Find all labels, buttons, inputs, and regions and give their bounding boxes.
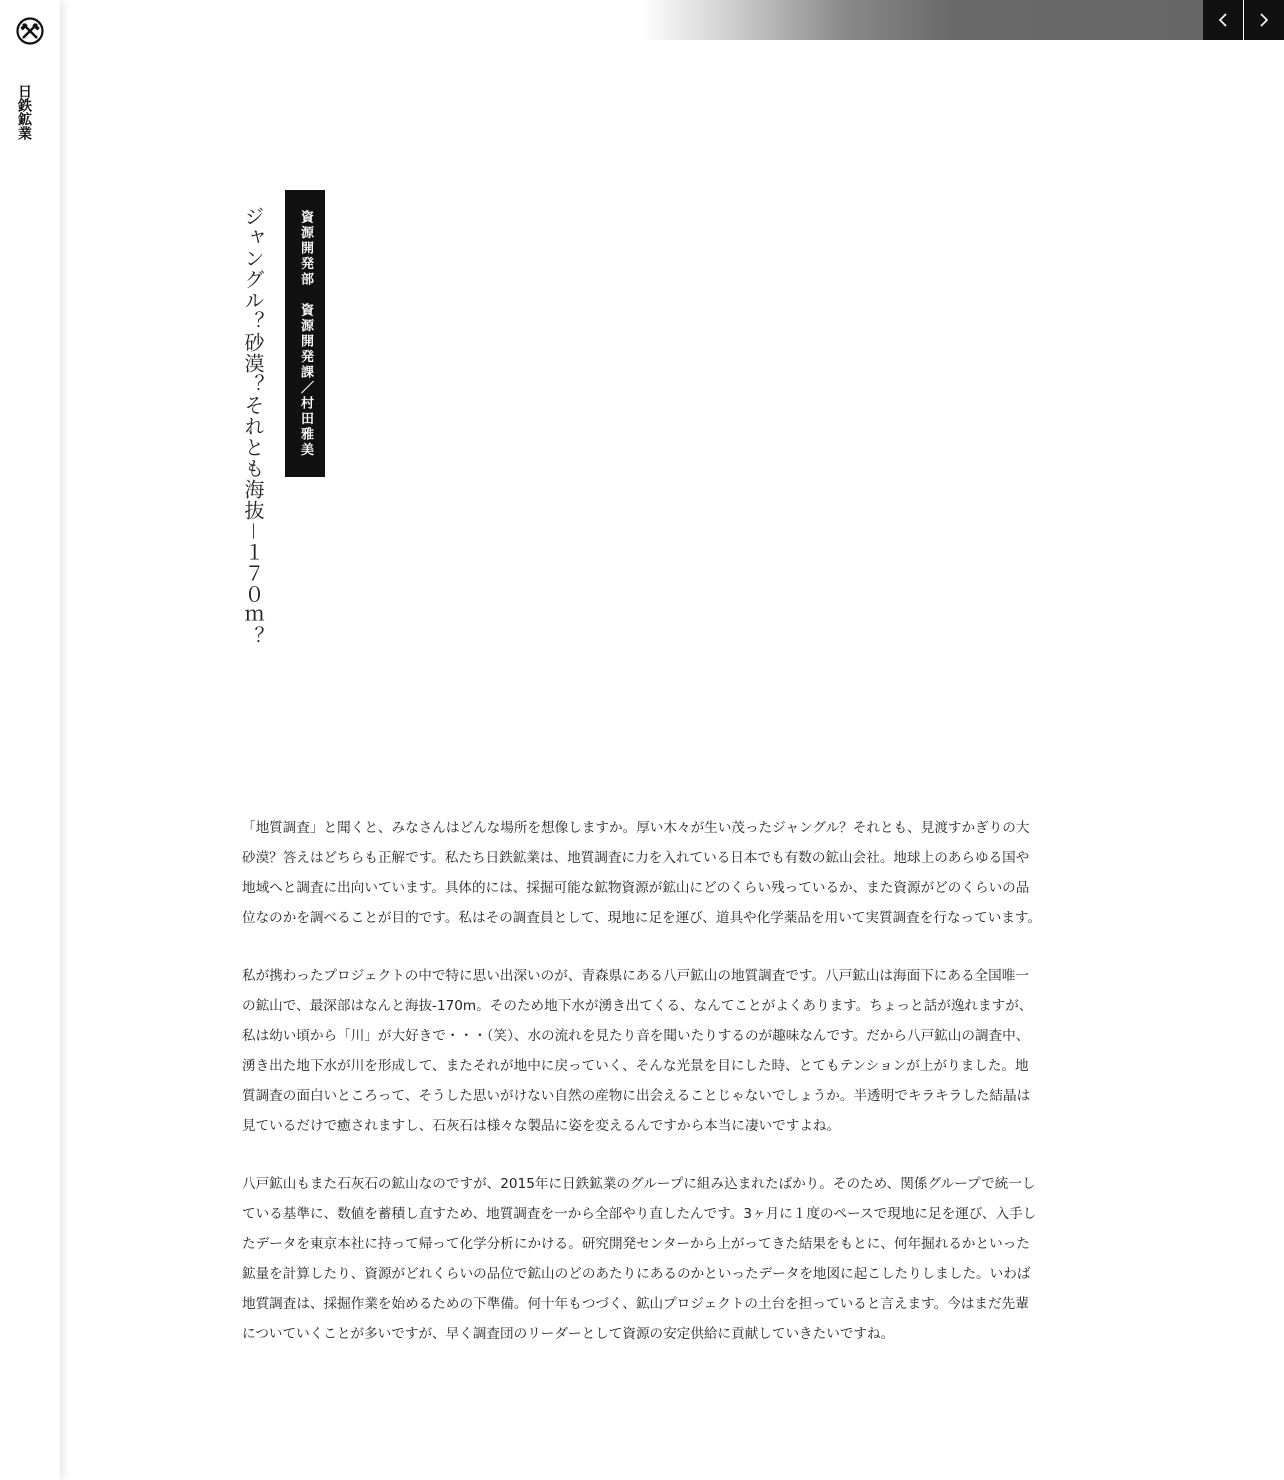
article-title: ジャングル？砂漠？それとも海抜－１７０ｍ？ [241,206,265,647]
top-gradient-bar [640,0,1204,40]
article-paragraph: 「地質調査」と聞くと、みなさんはどんな場所を想像しますか。厚い木々が生い茂ったジャングル？それとも、見渡すかぎりの大砂漠？答えはどちらも正解です。私たち日鉄鉱業は、地質調査に力を入れている日本でも有数の鉱山会社。地球上のあらゆる国や地域へと調査に出向いています。具体的には、採掘可能な鉱物資源が鉱山にどのくらい残っているか、また資源がどのくらいの品位なのかを調べることが目的です。私はその調査員として、現地に足を運び、道具や化学薬品を用いて実質調査を行なっています。 [242,820,1042,926]
chevron-right-icon [1256,12,1272,28]
sidebar [0,0,60,1480]
department-label [285,190,325,477]
article-body [242,813,1042,1377]
next-button[interactable] [1244,0,1284,40]
chevron-left-icon [1215,12,1231,28]
prev-button[interactable] [1203,0,1243,40]
department-text: 資源開発部 資源開発課／村田雅美 [298,210,313,458]
article-paragraph: 八戸鉱山もまた石灰石の鉱山なのですが、2015年に日鉄鉱業のグループに組み込まれたばかり。そのため、関係グループで統一している基準に、数値を蓄積し直すため、地質調査を一から全部やり直したんです。3ヶ月に１度のペースで現地に足を運び、入手したデータを東京本社に持って帰って化学分析にかける。研究開発センターから上がってきた結果をもとに、何年掘れるかといった鉱量を計算したり、資源がどれくらいの品位で鉱山のどのあたりにあるのかといったデータを地図に起こしたりしました。いわば地質調査は、採掘作業を始めるための下準備。何十年もつづく、鉱山プロジェクトの土台を担っていると言えます。今はまだ先輩についていくことが多いですが、早く調査団のリーダーとして資源の安定供給に貢献していきたいですね。 [242,1176,1037,1342]
article-paragraph: 私が携わったプロジェクトの中で特に思い出深いのが、青森県にある八戸鉱山の地質調査です。八戸鉱山は海面下にある全国唯一の鉱山で、最深部はなんと海抜-170m。そのため地下水が湧き出てくる、なんてことがよくあります。ちょっと話が逸れますが、私は幼い頃から「川」が大好きで・・・（笑）、水の流れを見たり音を聞いたりするのが趣味なんです。だから八戸鉱山の調査中、湧き出た地下水が川を形成して、またそれが地中に戻っていく、そんな光景を目にした時、とてもテンションが上がりました。地質調査の面白いところって、そうした思いがけない自然の産物に出会えることじゃないでしょうか。半透明でキラキラした結晶は見ているだけで癒されますし、石灰石は様々な製品に姿を変えるんですから本当に凄いですよね。 [242,968,1033,1134]
brand-name[interactable]: 日鉄鉱業 [16,84,32,140]
crossed-hammers-icon[interactable] [15,16,45,46]
